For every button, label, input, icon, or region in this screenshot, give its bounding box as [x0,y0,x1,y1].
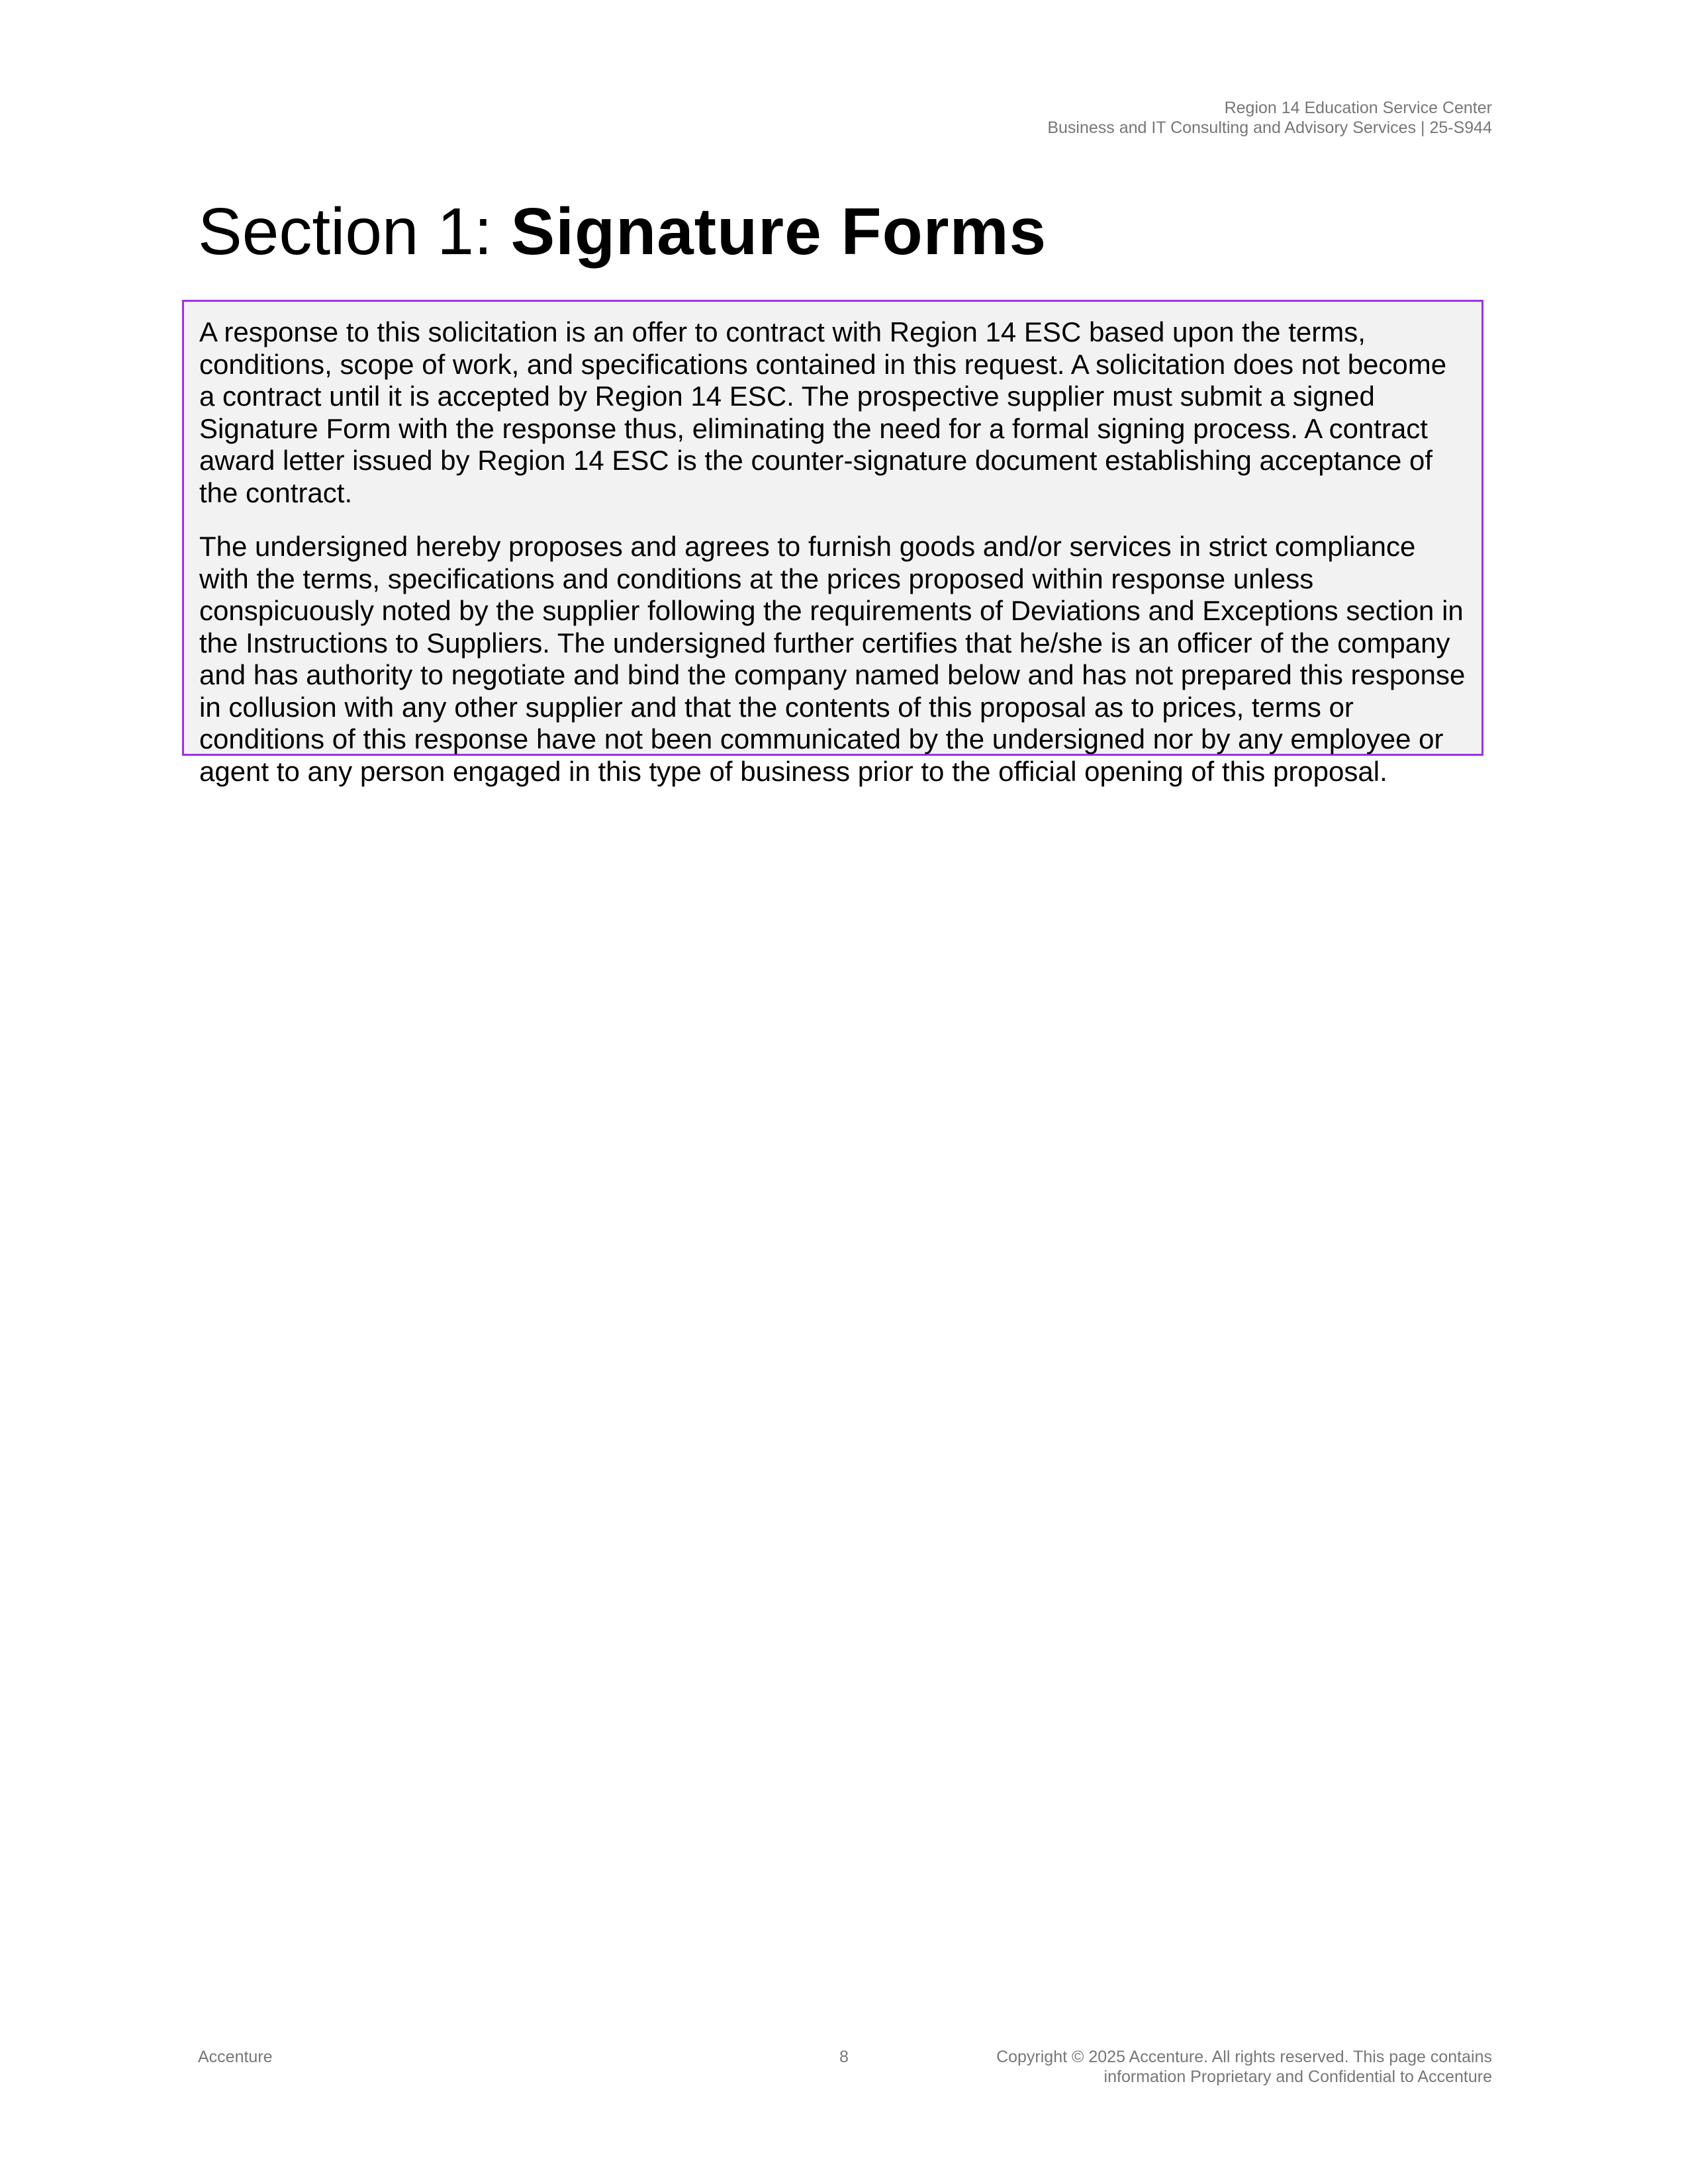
notice-paragraph-1: A response to this solicitation is an offer to contract with Region 14 ESC based upon the terms, conditions, scope of work, and specifications contained in this request. A solicitation does not become a contract until it is accepted by Region 14 ESC. The prospective supplier must submit a signed Signature Form with the response thus, eliminating the need for a formal signing process. A contract award letter issued by Region 14 ESC is the counter-signature document establishing acceptance of the contract. [199,316,1447,508]
header-organization: Region 14 Education Service Center [1224,99,1492,117]
header-project: Business and IT Consulting and Advisory Services | 25-S944 [1047,118,1492,137]
footer-company: Accenture [198,2048,273,2066]
section-title-bold: Signature Forms [510,195,1047,269]
footer-copyright [996,2047,1492,2087]
section-title-prefix: Section 1: [198,195,511,269]
footer-page-number: 8 [839,2048,849,2066]
notice-box [182,300,1483,787]
notice-paragraph-2: The undersigned hereby proposes and agrees to furnish goods and/or services in strict compliance with the terms, specifications and conditions at the prices proposed within response unless conspicuously noted by the supplier following the requirements of Deviations and Exceptions section in the Instructions to Suppliers. The undersigned further certifies that he/she is an officer of the company and has authority to negotiate and bind the company named below and has not prepared this response in collusion with any other supplier and that the contents of this proposal as to prices, terms or conditions of this response have not been communicated by the undersigned nor by any employee or agent to any person engaged in this type of business prior to the official opening of this proposal. [199,531,1466,787]
footer-copyright-line-1: Copyright © 2025 Accenture. All rights reserved. This page contains [996,2048,1492,2066]
page-header [1047,98,1492,138]
footer-copyright-line-2: information Proprietary and Confidential to Accenture [1103,2068,1492,2086]
section-title [198,192,1047,271]
